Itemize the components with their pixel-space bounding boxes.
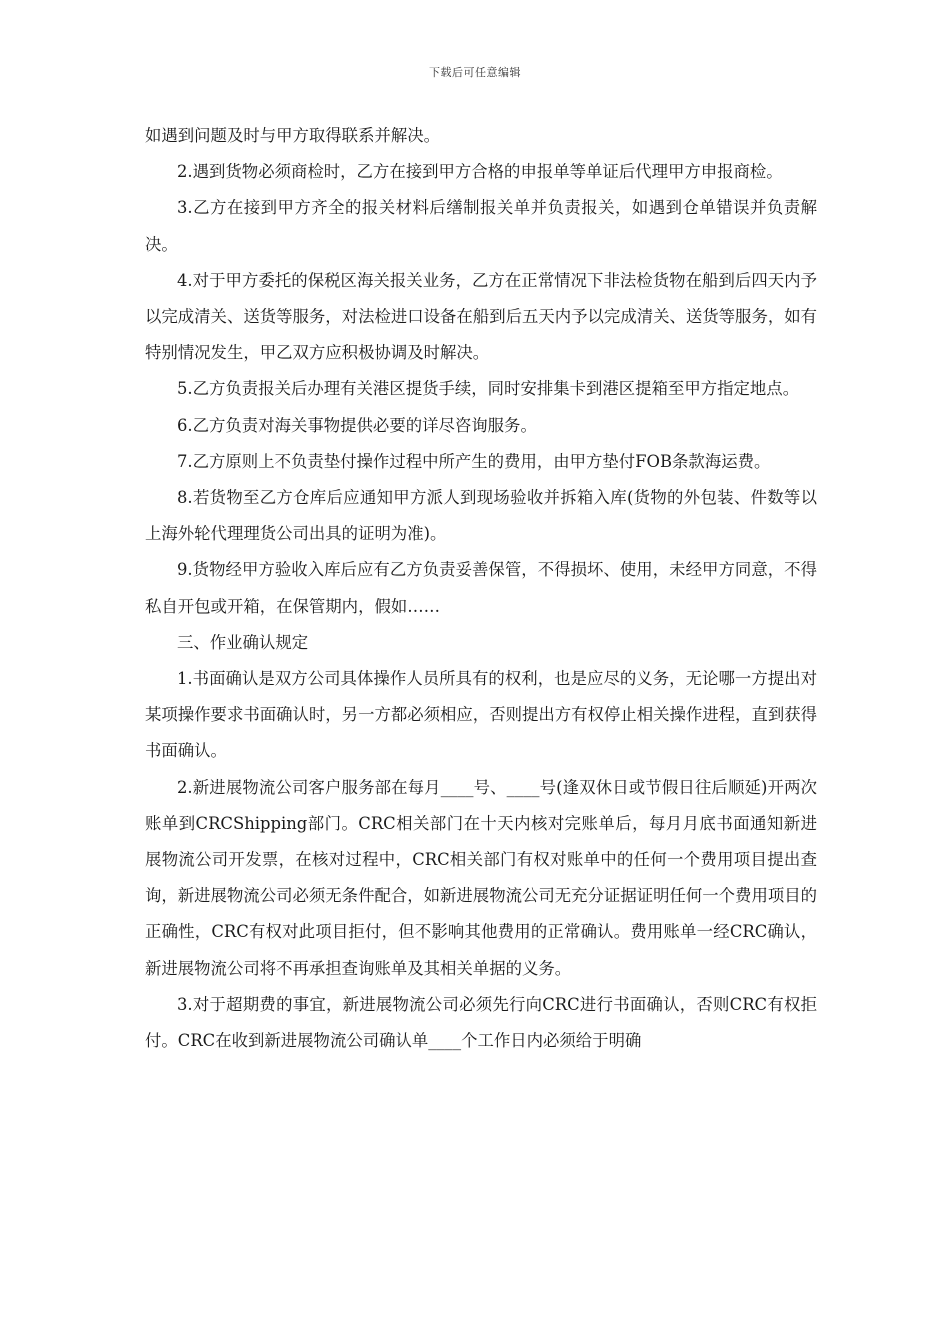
paragraph-item-9: 9.货物经甲方验收入库后应有乙方负责妥善保管，不得损坏、使用，未经甲方同意，不得私自开包或开箱，在保管期内，假如…… [145,560,817,616]
paragraph-item-6: 6.乙方负责对海关事物提供必要的详尽咨询服务。 [177,415,537,435]
paragraph-confirm-2: 2.新进展物流公司客户服务部在每月____号、____号(逢双休日或节假日往后顺延)开两次账单到CRCShipping部门。CRC相关部门在十天内核对完账单后，每月月底书面通知新进展物流公司开发票，在核对过程中，CRC相关部门有权对账单中的任何一个费用项目提出查询，新进展物流公司必须无条件配合，如新进展物流公司无充分证据证明任何一个费用项目的正确性，CRC有权对此项目拒付，但不影响其他费用的正常确认。费用账单一经CRC确认，新进展物流公司将不再承担查询账单及其相关单据的义务。 [145,777,818,978]
page-header: 下载后可任意编辑 [429,66,521,79]
document-body [145,118,817,1059]
paragraph-item-4: 4.对于甲方委托的保税区海关报关业务，乙方在正常情况下非法检货物在船到后四天内予以完成清关、送货等服务，对法检进口设备在船到后五天内予以完成清关、送货等服务，如有特别情况发生，甲乙双方应积极协调及时解决。 [145,270,818,363]
paragraph-item-5: 5.乙方负责报关后办理有关港区提货手续，同时安排集卡到港区提箱至甲方指定地点。 [177,379,800,399]
paragraph-item-2: 2.遇到货物必须商检时，乙方在接到甲方合格的申报单等单证后代理甲方申报商检。 [177,162,783,182]
paragraph-item-3: 3.乙方在接到甲方齐全的报关材料后缮制报关单并负责报关，如遇到仓单错误并负责解决。 [145,198,817,254]
paragraph-continuation: 如遇到问题及时与甲方取得联系并解决。 [145,126,441,145]
paragraph-item-7: 7.乙方原则上不负责垫付操作过程中所产生的费用，由甲方垫付FOB条款海运费。 [177,451,771,471]
paragraph-confirm-1: 1.书面确认是双方公司具体操作人员所具有的权利，也是应尽的义务，无论哪一方提出对某项操作要求书面确认时，另一方都必须相应，否则提出方有权停止相关操作进程，直到获得书面确认。 [145,669,818,761]
paragraph-item-8: 8.若货物至乙方仓库后应通知甲方派人到现场验收并拆箱入库(货物的外包装、件数等以上海外轮代理理货公司出具的证明为准)。 [145,488,817,544]
paragraph-confirm-3: 3.对于超期费的事宜，新进展物流公司必须先行向CRC进行书面确认，否则CRC有权拒付。CRC在收到新进展物流公司确认单____个工作日内必须给于明确 [145,994,817,1051]
section-heading: 三、作业确认规定 [177,632,309,652]
